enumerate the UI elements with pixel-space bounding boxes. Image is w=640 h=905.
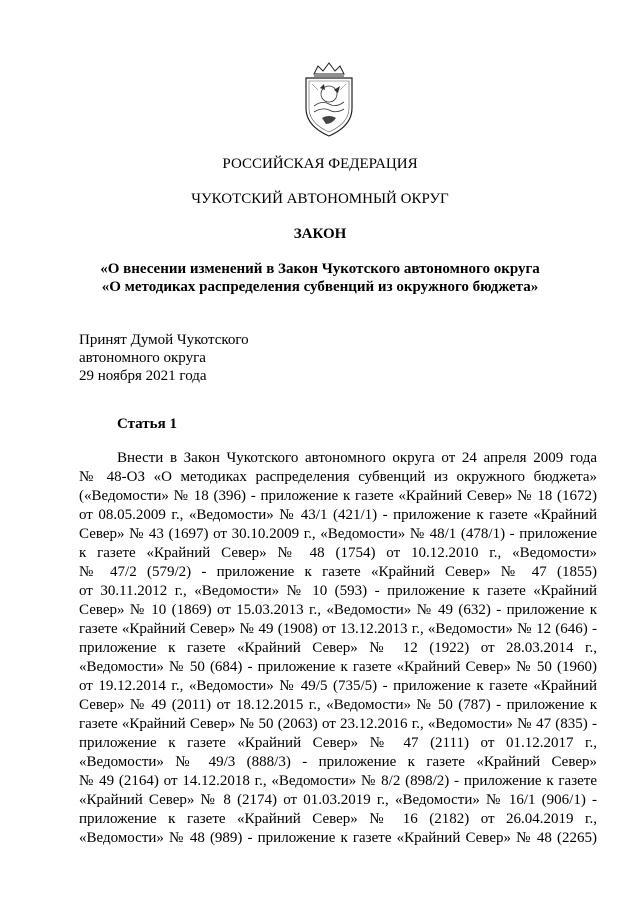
body-line: Внести в Закон Чукотского автономного округа от 24 апреля 2009 года: [117, 450, 597, 466]
body-line: «Ведомости» № 48 (989) - приложение к газете «Крайний Север» № 48 (2265): [79, 830, 597, 846]
country-heading: РОССИЙСКАЯ ФЕДЕРАЦИЯ: [222, 156, 418, 172]
body-line: к газете «Крайний Север» № 48 (1754) от 10.12.2010 г., «Ведомости»: [79, 545, 597, 561]
adoption-line-2: автономного округа: [79, 350, 206, 366]
article-heading: Статья 1: [117, 416, 177, 432]
body-line: от 30.11.2012 г., «Ведомости» № 10 (593) - приложение к газете «Крайний: [79, 583, 597, 599]
body-line: Север» № 43 (1697) от 30.10.2009 г., «Ведомости» № 48/1 (478/1) - приложение: [79, 526, 597, 542]
region-heading: ЧУКОТСКИЙ АВТОНОМНЫЙ ОКРУГ: [191, 191, 449, 207]
adoption-note: [79, 331, 249, 385]
body-line: Север» № 49 (2011) от 18.12.2015 г., «Ведомости» № 50 (787) - приложение к: [79, 697, 597, 713]
body-line: приложение к газете «Крайний Север» № 16 (2182) от 26.04.2019 г.,: [79, 811, 597, 827]
body-line: «Ведомости» № 49/3 (888/3) - приложение к газете «Крайний Север»: [79, 754, 597, 770]
body-line: № 48-ОЗ «О методиках распределения субвенций из окружного бюджета»: [79, 469, 597, 485]
body-line: газете «Крайний Север» № 49 (1908) от 13.12.2013 г., «Ведомости» № 12 (646) -: [79, 621, 597, 637]
body-line: («Ведомости» № 18 (396) - приложение к газете «Крайний Север» № 18 (1672): [79, 488, 597, 504]
coat-of-arms-emblem: [298, 60, 360, 140]
body-line: газете «Крайний Север» № 50 (2063) от 23.12.2016 г., «Ведомости» № 47 (835) -: [79, 716, 597, 732]
article-body: [79, 449, 597, 848]
body-line: «Крайний Север» № 8 (2174) от 01.03.2019 г., «Ведомости» № 16/1 (906/1) -: [79, 792, 597, 808]
body-line: от 19.12.2014 г., «Ведомости» № 49/5 (735/5) - приложение к газете «Крайний: [79, 678, 597, 694]
adoption-line-1: Принят Думой Чукотского: [79, 332, 249, 348]
body-line: приложение к газете «Крайний Север» № 12 (1922) от 28.03.2014 г.,: [79, 640, 597, 656]
document-type-heading: ЗАКОН: [293, 226, 347, 242]
body-line: № 49 (2164) от 14.12.2018 г., «Ведомости» № 8/2 (898/2) - приложение к газете: [79, 773, 597, 789]
body-line: от 08.05.2009 г., «Ведомости» № 43/1 (421/1) - приложение к газете «Крайний: [79, 507, 597, 523]
law-title-line-2: «О методиках распределения субвенций из окружного бюджета»: [101, 279, 539, 295]
adoption-date: 29 ноября 2021 года: [79, 368, 207, 384]
body-line: «Ведомости» № 50 (684) - приложение к газете «Крайний Север» № 50 (1960): [79, 659, 597, 675]
body-line: Север» № 10 (1869) от 15.03.2013 г., «Ведомости» № 49 (632) - приложение к: [79, 602, 597, 618]
law-title-line-1: «О внесении изменений в Закон Чукотского автономного округа: [100, 261, 540, 277]
body-line: № 47/2 (579/2) - приложение к газете «Крайний Север» № 47 (1855): [79, 564, 597, 580]
body-line: приложение к газете «Крайний Север» № 47 (2111) от 01.12.2017 г.,: [79, 735, 597, 751]
